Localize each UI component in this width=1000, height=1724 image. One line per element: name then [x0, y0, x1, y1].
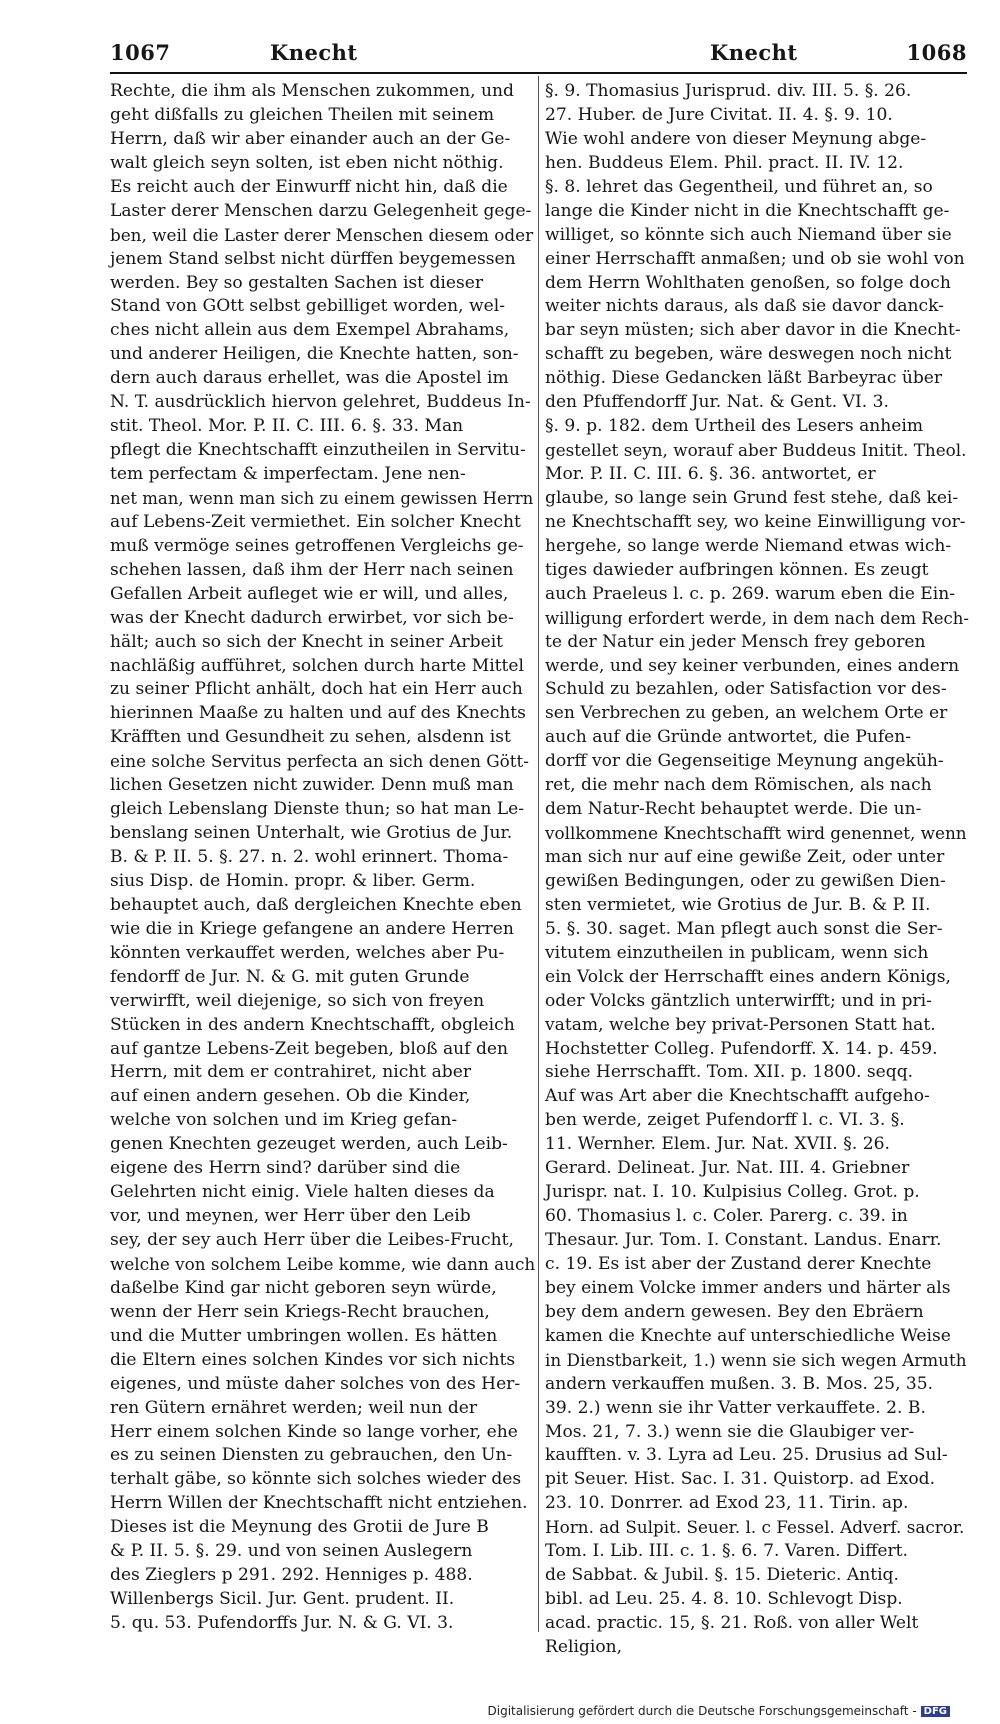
text-line: §. 9. Thomasius Jurisprud. div. III. 5. §. 26. — [545, 81, 912, 101]
text-line: Horn. ad Sulpit. Seuer. l. c Fessel. Adverf. sacror. — [545, 1517, 965, 1538]
text-line: acad. practic. 15, §. 21. Roß. von aller Welt — [545, 1613, 919, 1633]
text-line: gleich Lebenslang Dienste thun; so hat man Le- — [110, 799, 525, 820]
text-line: lange die Kinder nicht in die Knechtschafft ge- — [545, 200, 950, 221]
text-line: sen Verbrechen zu geben, an welchem Orte er — [545, 703, 948, 724]
running-header — [110, 40, 967, 72]
footer-text: Digitalisierung gefördert durch die Deutsche Forschungsgemeinschaft - — [487, 1704, 917, 1718]
text-line: man sich nur auf eine gewiße Zeit, oder unter — [545, 847, 945, 867]
text-line: benslang seinen Unterhalt, wie Grotius de Jur. — [110, 823, 513, 844]
text-line: hierinnen Maaße zu halten und auf des Knechts — [110, 703, 526, 724]
text-line: 23. 10. Donrrer. ad Exod 23, 11. Tirin. ap. — [545, 1493, 909, 1514]
text-column-left — [110, 80, 536, 1633]
text-line: tiges dawieder aufbringen können. Es zeugt — [545, 559, 929, 580]
text-line: und anderer Heiligen, die Knechte hatten, son- — [110, 344, 519, 365]
text-line: auch auf die Gründe antwortet, die Pufen- — [545, 727, 912, 748]
text-line: terhalt gäbe, so könnte sich solches wieder des — [110, 1469, 522, 1490]
text-line: §. 8. lehret das Gegentheil, und führet an, so — [545, 176, 933, 197]
text-line: & P. II. 5. §. 29. und von seinen Auslegern — [110, 1541, 473, 1562]
text-line: walt gleich seyn solten, ist eben nicht nöthig. — [110, 152, 504, 173]
running-head-keyword-right: Knecht — [710, 40, 798, 65]
text-line: vollkommene Knechtschafft wird genennet, wenn — [545, 823, 967, 844]
text-line: Herrn, daß wir aber einander auch an der Ge- — [110, 128, 511, 149]
text-line: eigenes, und müste daher solches von des Her- — [110, 1373, 521, 1394]
text-line: oder Volcks gäntzlich unterwirfft; und in pri- — [545, 990, 932, 1011]
text-line: dem Herrn Wohlthaten genoßen, so folge doch — [545, 272, 951, 293]
text-line: Stücken in des andern Knechtschafft, obgleich — [110, 1014, 515, 1035]
text-line: dem Natur-Recht behauptet werde. Die un- — [545, 799, 922, 820]
text-line: fendorff de Jur. N. & G. mit guten Grunde — [110, 966, 470, 987]
text-line: welche von solchem Leibe komme, wie dann auch — [110, 1253, 536, 1274]
text-line: Herrn Willen der Knechtschafft nicht entziehen. — [110, 1493, 528, 1514]
text-line: Es reicht auch der Einwurff nicht hin, daß die — [110, 176, 508, 197]
dfg-logo: DFG — [921, 1706, 950, 1717]
text-line: bey einem Volcke immer anders und härter als — [545, 1277, 951, 1298]
text-line: siehe Herrschafft. Tom. XII. p. 1800. seqq. — [545, 1062, 914, 1083]
text-line: des Zieglers p 291. 292. Henniges p. 488. — [110, 1565, 473, 1586]
text-line: Willenbergs Sicil. Jur. Gent. prudent. II. — [110, 1589, 455, 1610]
text-line: Stand von GOtt selbst gebilliget worden, wel- — [110, 296, 506, 317]
text-line: tem perfectam & imperfectam. Jene nen- — [110, 464, 466, 484]
text-line: werden. Bey so gestalten Sachen ist dieser — [110, 272, 484, 293]
text-line: einer Herrschafft anmaßen; und ob sie wohl von — [545, 248, 965, 269]
text-line: eigene des Herrn sind? darüber sind die — [110, 1158, 461, 1179]
text-line: bey dem andern gewesen. Bey den Ebräern — [545, 1301, 924, 1322]
text-line: sey, der sey auch Herr über die Leibes-Frucht, — [110, 1230, 514, 1250]
text-line: Mor. P. II. C. III. 6. §. 36. antwortet, er — [545, 464, 876, 484]
text-line: 5. §. 30. saget. Man pflegt auch sonst die Ser- — [545, 918, 943, 939]
text-line: te der Natur ein jeder Mensch frey geboren — [545, 631, 926, 652]
text-line: dorff vor die Gegenseitige Meynung angeküh- — [545, 751, 944, 772]
text-line: ches nicht allein aus dem Exempel Abrahams, — [110, 320, 510, 341]
text-line: kaufften. v. 3. Lyra ad Leu. 25. Drusius ad Sul- — [545, 1445, 948, 1466]
text-line: Gefallen Arbeit aufleget wie er will, und alles, — [110, 583, 509, 604]
text-line: Tom. I. Lib. III. c. 1. §. 6. 7. Varen. Differt. — [545, 1541, 908, 1562]
header-rule — [110, 72, 967, 74]
text-line: Herrn, mit dem er contrahiret, nicht aber — [110, 1062, 472, 1083]
text-line: geht dißfalls zu gleichen Theilen mit seinem — [110, 104, 495, 125]
text-line: Gelehrten nicht einig. Viele halten dieses da — [110, 1182, 495, 1203]
text-line: Wie wohl andere von dieser Meynung abge- — [545, 128, 927, 149]
text-line: 27. Huber. de Jure Civitat. II. 4. §. 9. 10. — [545, 104, 893, 125]
text-line: und die Mutter umbringen wollen. Es hätten — [110, 1325, 498, 1346]
page-number-right: 1068 — [906, 40, 967, 65]
text-line: Thesaur. Jur. Tom. I. Constant. Landus. Enarr. — [545, 1230, 942, 1250]
text-line: lichen Gesetzen nicht zuwider. Denn muß man — [110, 775, 514, 796]
text-line: c. 19. Es ist aber der Zustand derer Knechte — [545, 1253, 932, 1274]
text-line: Gerard. Delineat. Jur. Nat. III. 4. Griebner — [545, 1158, 910, 1179]
text-line: vor, und meynen, wer Herr über den Leib — [110, 1206, 471, 1227]
text-line: zu seiner Pflicht anhält, doch hat ein Herr auch — [110, 679, 523, 700]
text-line: stit. Theol. Mor. P. II. C. III. 6. §. 33. Man — [110, 416, 464, 437]
text-line: werde, und sey keiner verbunden, eines andern — [545, 655, 960, 676]
text-line: ren Gütern ernähret werden; weil nun der — [110, 1397, 478, 1418]
text-line: jenem Stand selbst nicht dürffen beygemessen — [110, 248, 516, 269]
column-divider — [538, 76, 539, 1632]
text-line: wie die in Kriege gefangene an andere Herren — [110, 918, 514, 939]
text-line: verwirfft, weil diejenige, so sich von freyen — [110, 990, 485, 1011]
text-line: Herr einem solchen Kinde so lange vorher, ehe — [110, 1421, 518, 1442]
text-line: pit Seuer. Hist. Sac. I. 31. Quistorp. ad Exod. — [545, 1469, 936, 1490]
text-line: williget, so könnte sich auch Niemand über sie — [545, 224, 952, 245]
running-head-keyword-left: Knecht — [270, 40, 358, 65]
text-line: Laster derer Menschen darzu Gelegenheit gege- — [110, 200, 532, 221]
text-line: hen. Buddeus Elem. Phil. pract. II. IV. 12. — [545, 152, 904, 173]
text-line: weiter nichts daraus, als daß sie davor danck- — [545, 296, 944, 317]
text-line: N. T. ausdrücklich hiervon gelehret, Buddeus In- — [110, 392, 531, 413]
text-line: 5. qu. 53. Pufendorffs Jur. N. & G. VI. 3. — [110, 1613, 454, 1633]
text-line: hält; auch so sich der Knecht in seiner Arbeit — [110, 631, 504, 652]
text-line: Auf was Art aber die Knechtschafft aufgeho- — [545, 1086, 930, 1107]
text-line: Rechte, die ihm als Menschen zukommen, und — [110, 81, 514, 101]
text-line: vatam, welche bey privat-Personen Statt hat. — [545, 1014, 936, 1035]
text-line: andern verkauffen mußen. 3. B. Mos. 25, 35. — [545, 1373, 934, 1394]
text-line: glaube, so lange sein Grund fest stehe, daß kei- — [545, 487, 959, 508]
text-line: welche von solchen und im Krieg gefan- — [110, 1110, 458, 1131]
text-line: nachläßig aufführet, solchen durch harte Mittel — [110, 655, 524, 676]
text-line: pflegt die Knechtschafft einzutheilen in Servitu- — [110, 440, 526, 461]
text-line: §. 9. p. 182. dem Urtheil des Lesers anheim — [545, 416, 924, 437]
text-line: dern auch daraus erhellet, was die Apostel im — [110, 368, 509, 389]
text-line: ben werde, zeiget Pufendorff l. c. VI. 3. §. — [545, 1110, 905, 1131]
page-number-left: 1067 — [110, 40, 171, 65]
text-line: B. & P. II. 5. §. 27. n. 2. wohl erinnert. Thoma- — [110, 847, 509, 867]
text-line: hergehe, so lange werde Niemand etwas wich- — [545, 535, 952, 556]
text-line: ret, die mehr nach dem Römischen, als nach — [545, 775, 932, 796]
text-line: schehen lassen, daß ihm der Herr nach seinen — [110, 559, 514, 580]
text-column-right — [545, 80, 970, 1657]
text-line: net man, wenn man sich zu einem gewissen Herrn — [110, 488, 534, 508]
text-line: auch Praeleus l. c. p. 269. warum eben die Ein- — [545, 583, 956, 604]
text-line: Hochstetter Colleg. Pufendorff. X. 14. p. 459. — [545, 1038, 938, 1059]
text-line: eine solche Servitus perfecta an sich denen Gött- — [110, 751, 529, 772]
text-line: Kräfften und Gesundheit zu sehen, alsdenn ist — [110, 727, 511, 748]
text-line: gestellet seyn, worauf aber Buddeus Initit. Theol. — [545, 440, 967, 461]
text-line: nöthig. Diese Gedancken läßt Barbeyrac über — [545, 368, 943, 389]
text-line: sius Disp. de Homin. propr. & liber. Germ. — [110, 870, 476, 891]
text-line: 11. Wernher. Elem. Jur. Nat. XVII. §. 26. — [545, 1134, 890, 1155]
text-line: was der Knecht dadurch erwirbet, vor sich be- — [110, 607, 514, 628]
text-line: muß vermöge seines getroffenen Vergleichs ge- — [110, 535, 524, 556]
text-line: 60. Thomasius l. c. Coler. Parerg. c. 39. in — [545, 1206, 908, 1227]
footer — [488, 1704, 951, 1718]
text-line: Mos. 21, 7. 3.) wenn sie die Glaubiger ver- — [545, 1421, 915, 1442]
text-line: daßelbe Kind gar nicht geboren seyn würde, — [110, 1277, 497, 1298]
text-line: de Sabbat. & Jubil. §. 15. Dieteric. Antiq. — [545, 1565, 899, 1586]
text-line: wenn der Herr sein Kriegs-Recht brauchen, — [110, 1301, 490, 1322]
text-line: ben, weil die Laster derer Menschen diesem oder — [110, 224, 534, 245]
text-line: Jurispr. nat. I. 10. Kulpisius Colleg. Grot. p. — [545, 1182, 920, 1203]
text-line: bibl. ad Leu. 25. 4. 8. 10. Schlevogt Disp. — [545, 1589, 903, 1610]
text-line: auf gantze Lebens-Zeit begeben, bloß auf den — [110, 1038, 509, 1059]
text-line: Dieses ist die Meynung des Grotii de Jure B — [110, 1517, 489, 1538]
text-line: 39. 2.) wenn sie ihr Vatter verkauffete. 2. B. — [545, 1397, 926, 1418]
text-line: den Pfuffendorff Jur. Nat. & Gent. VI. 3. — [545, 392, 889, 413]
text-line: gewißen Bedingungen, oder zu gewißen Dien- — [545, 870, 946, 891]
text-line: könnten verkauffet werden, welches aber Pu- — [110, 942, 505, 963]
text-line: bar seyn müsten; sich aber davor in die Knecht- — [545, 320, 961, 341]
text-line: auf einen andern gesehen. Ob die Kinder, — [110, 1086, 471, 1107]
text-line: vitutem einzutheilen in publicam, wenn sich — [545, 942, 929, 963]
text-line: die Eltern eines solchen Kindes vor sich nichts — [110, 1349, 516, 1370]
text-line: behauptet auch, daß dergleichen Knechte eben — [110, 894, 522, 915]
text-line: sten vermietet, wie Grotius de Jur. B. & P. II. — [545, 894, 931, 915]
text-line: kamen die Knechte auf unterschiedliche Weise — [545, 1325, 951, 1346]
text-line: genen Knechten gezeuget werden, auch Leib- — [110, 1134, 508, 1155]
text-line: schafft zu begeben, wäre deswegen noch nicht — [545, 344, 952, 365]
text-line: es zu seinen Diensten zu gebrauchen, den Un- — [110, 1445, 513, 1466]
text-line: ne Knechtschafft sey, wo keine Einwilligung vor- — [545, 511, 966, 532]
text-line: auf Lebens-Zeit vermiethet. Ein solcher Knecht — [110, 511, 521, 532]
text-line: Religion, — [545, 1636, 623, 1657]
text-line: willigung erfordert werde, in dem nach dem Rech- — [545, 608, 969, 628]
text-line: in Dienstbarkeit, 1.) wenn sie sich wegen Armuth — [545, 1349, 967, 1370]
text-line: ein Volck der Herrschafft eines andern Königs, — [545, 966, 951, 987]
text-line: Schuld zu bezahlen, oder Satisfaction vor des- — [545, 679, 947, 700]
